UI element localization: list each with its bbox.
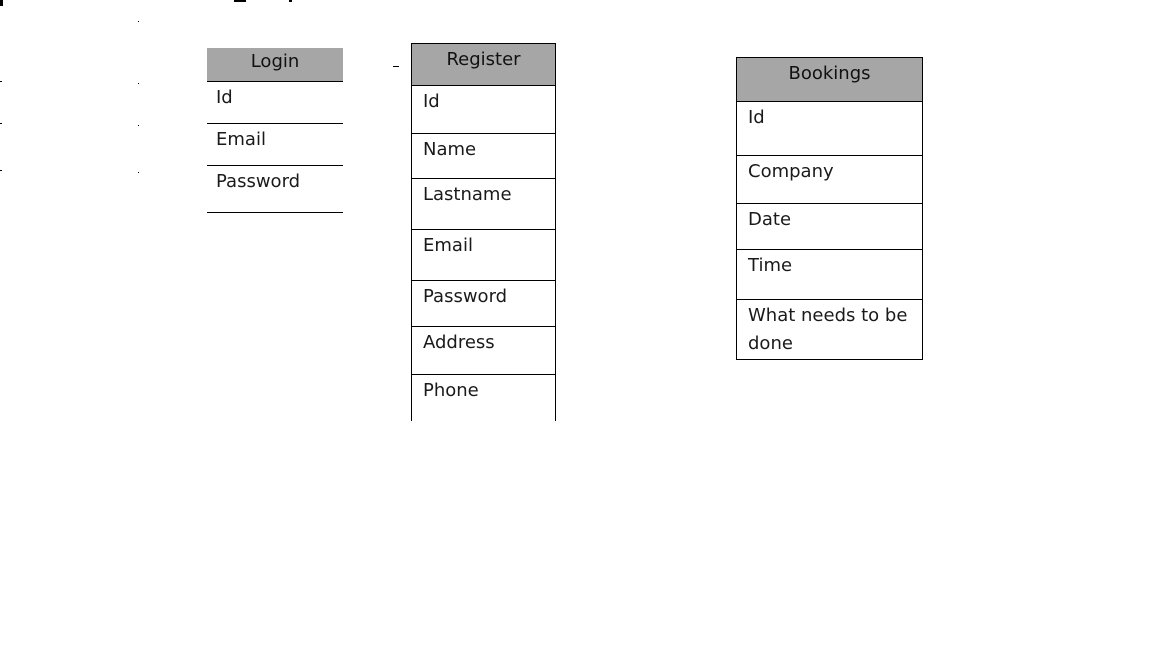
login-table-title: Login <box>207 48 343 82</box>
margin-tick <box>138 125 139 126</box>
margin-tick <box>138 21 139 22</box>
bookings-field-task: What needs to be done <box>748 305 908 354</box>
login-table <box>207 48 343 213</box>
bookings-field-id: Id <box>737 102 922 156</box>
register-field-password: Password <box>412 281 555 327</box>
login-field-id: Id <box>207 82 343 124</box>
register-field-lastname: Lastname <box>412 179 555 230</box>
register-field-email: Email <box>412 230 555 281</box>
register-table <box>411 43 556 421</box>
margin-tick <box>393 66 399 67</box>
register-field-phone: Phone <box>423 380 479 401</box>
margin-tick <box>138 172 139 173</box>
bookings-table <box>736 57 923 360</box>
bookings-field-date: Date <box>737 204 922 250</box>
margin-tick <box>289 0 292 2</box>
margin-tick <box>138 83 139 84</box>
login-field-email: Email <box>207 124 343 166</box>
margin-tick <box>234 0 246 2</box>
bookings-field-company: Company <box>737 156 922 204</box>
register-field-name: Name <box>412 134 555 179</box>
margin-tick <box>0 0 3 6</box>
register-field-address: Address <box>412 327 555 375</box>
margin-tick <box>0 170 2 171</box>
bookings-table-title: Bookings <box>737 58 922 102</box>
bookings-field-time: Time <box>737 250 922 300</box>
register-field-id: Id <box>412 86 555 134</box>
margin-tick <box>0 81 2 82</box>
login-field-password: Password <box>207 166 343 213</box>
register-table-title: Register <box>412 44 555 86</box>
margin-tick <box>0 123 2 124</box>
